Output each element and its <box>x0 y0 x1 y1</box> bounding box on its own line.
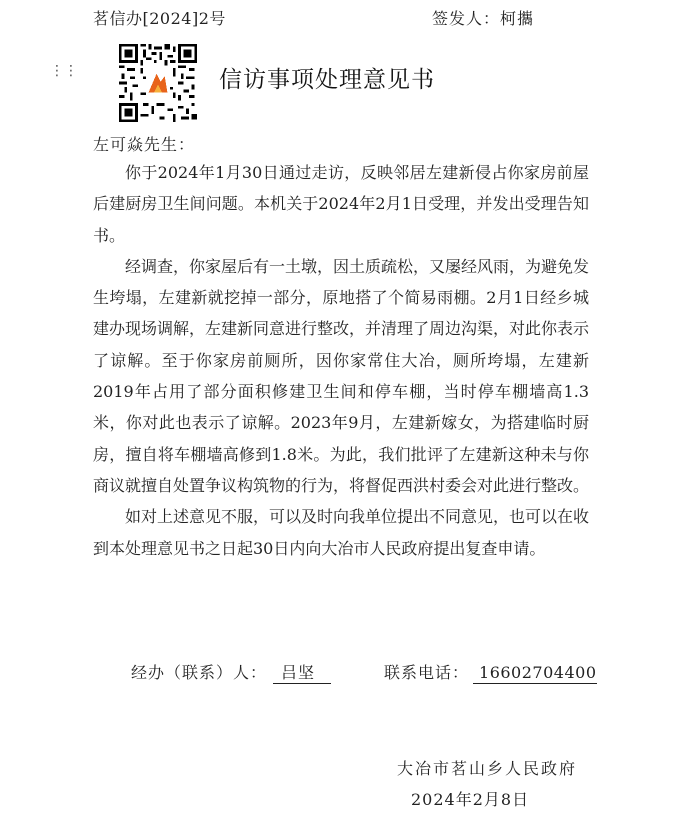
paragraph-appeal-notice: 如对上述意见不服，可以及时向我单位提出不同意见，也可以在收到本处理意见书之日起30日内向大冶市人民政府提出复查申请。 <box>93 507 590 558</box>
paragraph-investigation: 经调查，你家屋后有一土墩，因土质疏松，又屡经风雨，为避免发生垮塌，左建新就挖掉一部分，原地搭了个简易雨棚。2月1日经乡城建办现场调解，左建新同意进行整改，并清理了周边沟渠，对此你表示了谅解。至于你家房前厕所，因你家常住大冶，厕所垮塌，左建新2019年占用了部分面积修建卫生间和停车棚，当时停车棚墙高1.3米，你对此也表示了谅解。2023年9月，左建新嫁女，为搭建临时厨房，擅自将车棚墙高修到1.8米。为此，我们批评了左建新这种未与你商议就擅自处置争议构筑物的行为，将督促西洪村委会对此进行整改。 <box>93 256 590 495</box>
issuer-signature-line: 签发人：柯攜 <box>432 9 535 28</box>
drag-handle-icon[interactable]: ⋮⋮ <box>50 63 78 79</box>
document-number: 茗信办[2024]2号 <box>93 9 226 28</box>
contact-phone-label: 联系电话： <box>384 663 470 682</box>
document-date: 2024年2月8日 <box>411 790 530 809</box>
contact-person-label: 经办（联系）人： <box>131 663 268 682</box>
contact-phone-number: 16602704400 <box>473 663 596 684</box>
contact-phone-line <box>384 660 597 684</box>
salutation: 左可焱先生： <box>93 135 196 154</box>
contact-person-name: 吕坚 <box>273 663 331 684</box>
issuing-authority: 大冶市茗山乡人民政府 <box>397 759 578 778</box>
paragraph-intake: 你于2024年1月30日通过走访，反映邻居左建新侵占你家房前屋后建厨房卫生间问题。本机关于2024年2月1日受理，并发出受理告知书。 <box>93 163 589 245</box>
document-body <box>93 157 589 564</box>
document-title: 信访事项处理意见书 <box>219 67 435 93</box>
qr-code-icon <box>119 44 197 122</box>
contact-person-line <box>131 660 331 684</box>
